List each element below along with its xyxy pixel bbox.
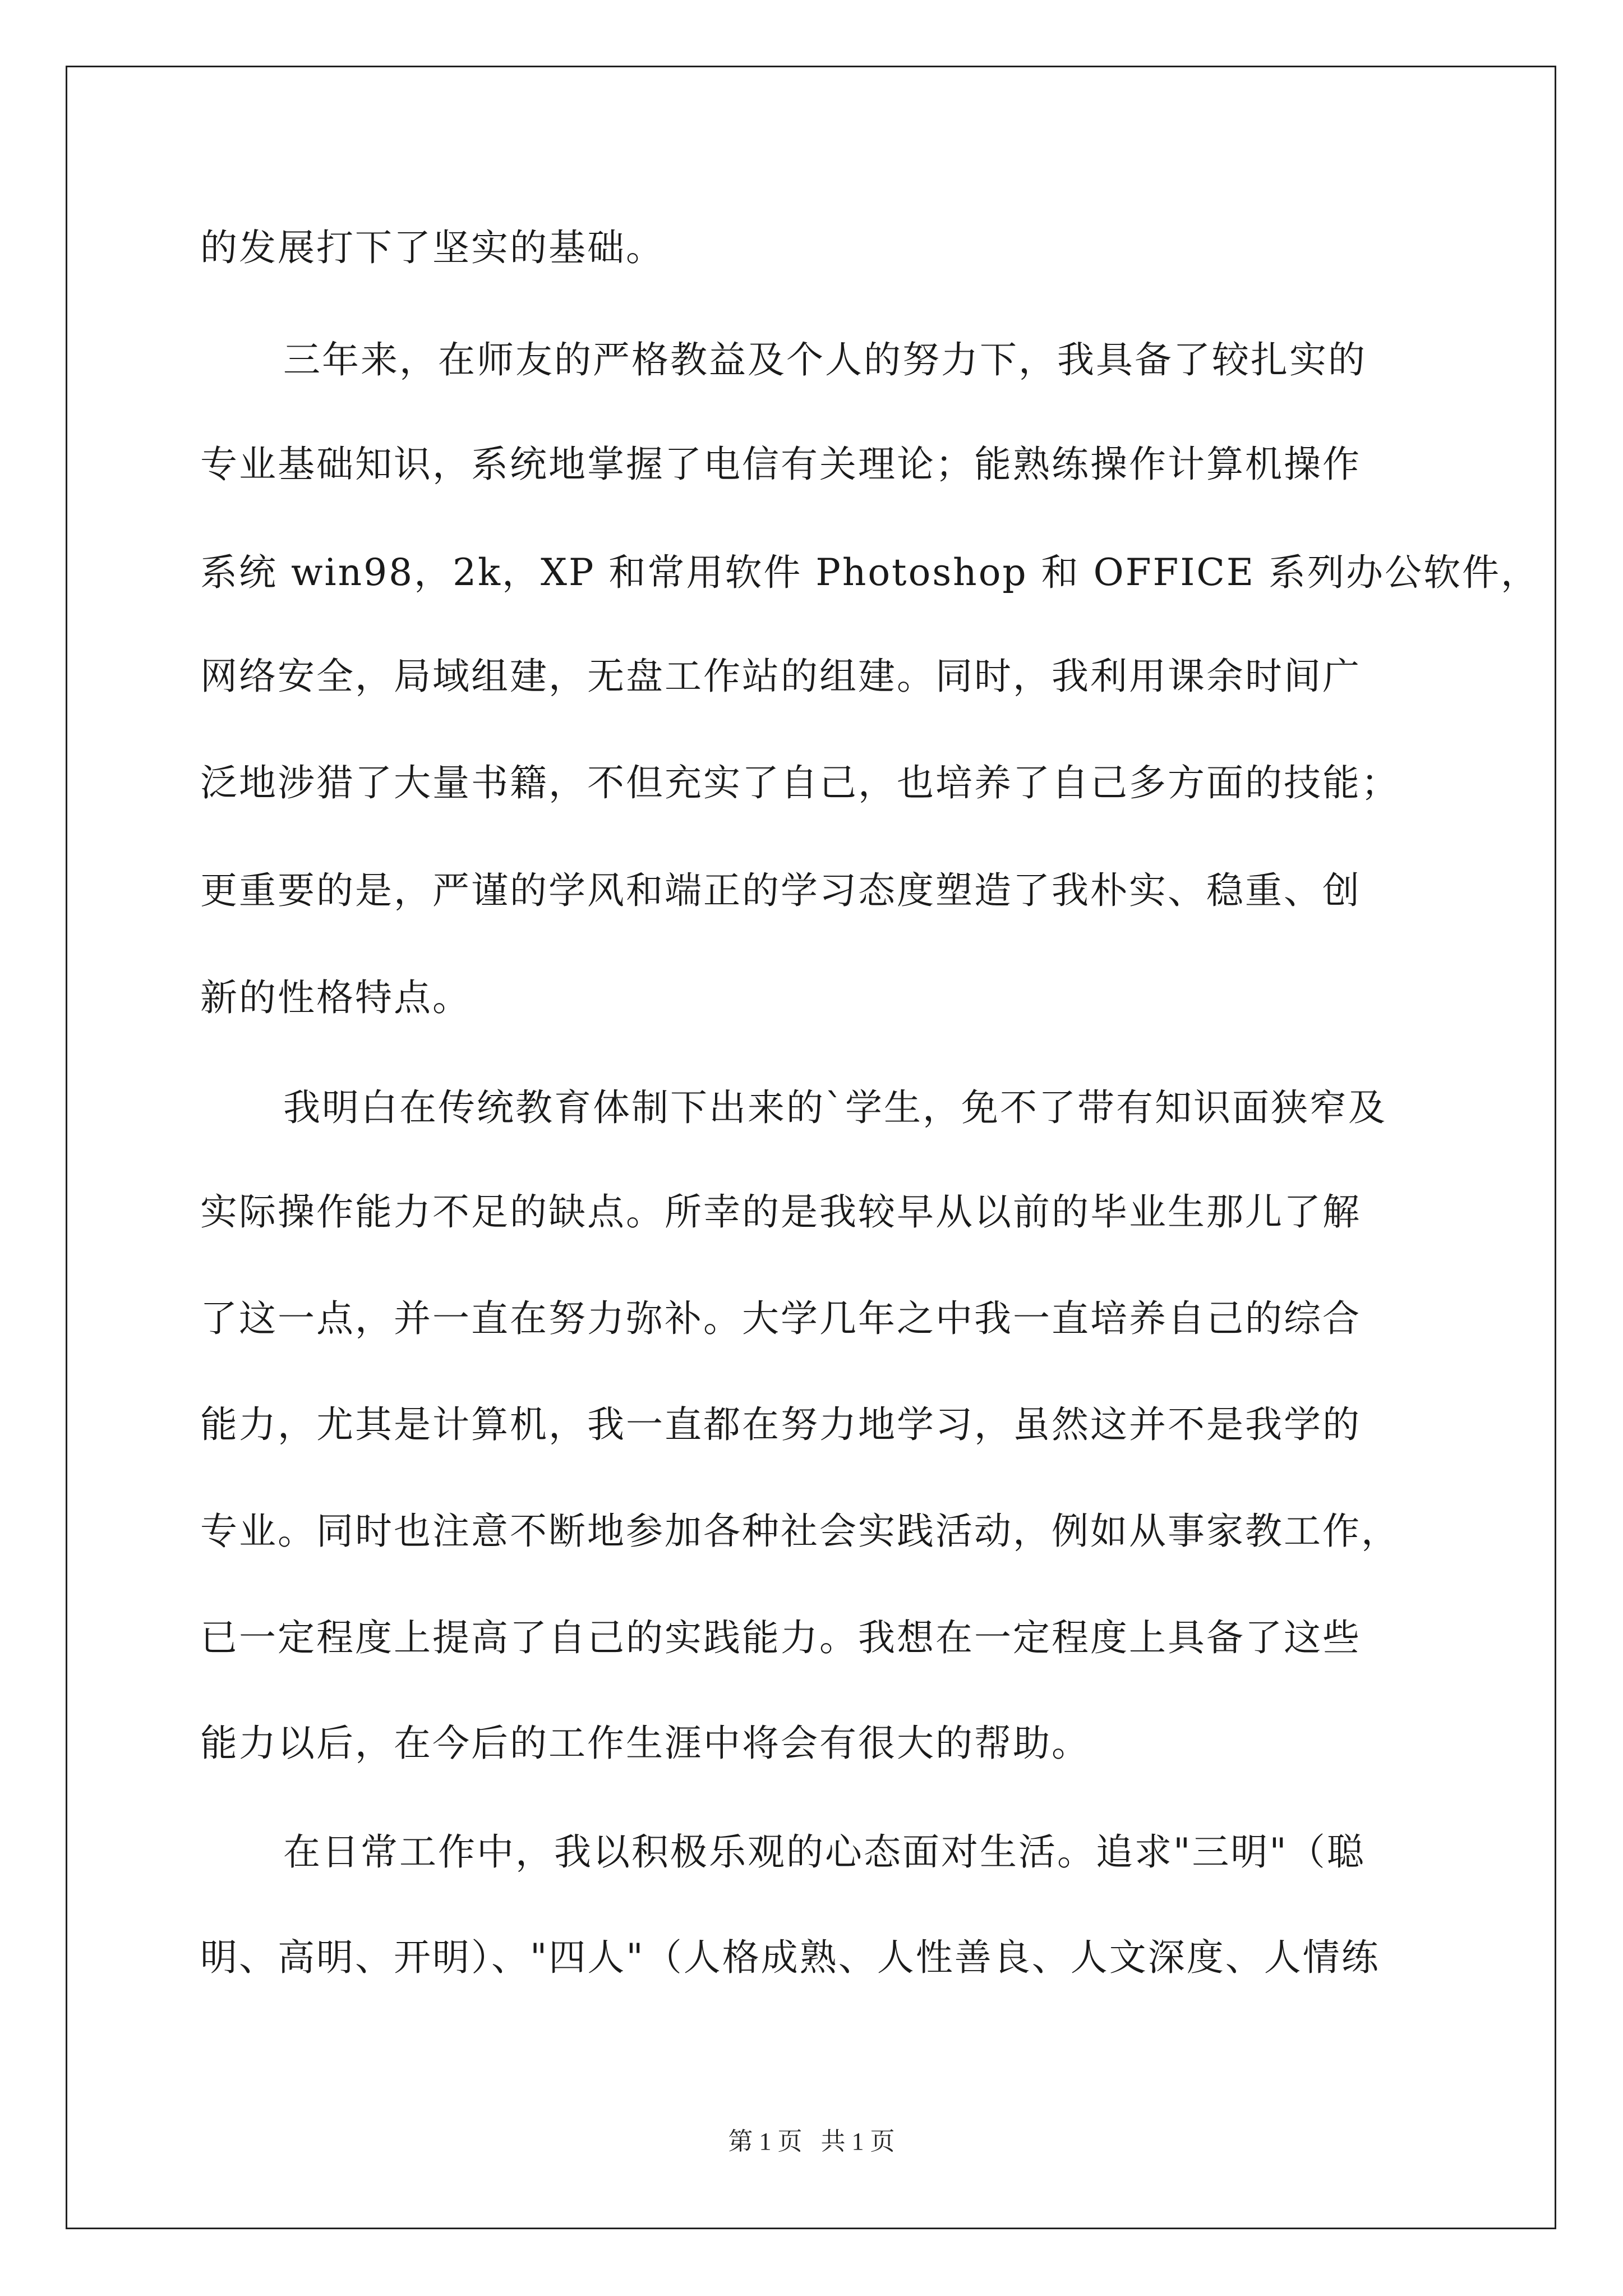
body-line-9: 我明白在传统教育体制下出来的`学生，免不了带有知识面狭窄及 (283, 1086, 1387, 1129)
body-line-12: 能力，尤其是计算机，我一直都在努力地学习，虽然这并不是我学的 (200, 1403, 1361, 1446)
body-line-2: 三年来，在师友的严格教益及个人的努力下，我具备了较扎实的 (283, 338, 1367, 381)
body-line-10: 实际操作能力不足的缺点。所幸的是我较早从以前的毕业生那儿了解 (200, 1190, 1361, 1234)
page-number-label: 第 1 页 (728, 2128, 803, 2155)
page-total-label: 共 1 页 (820, 2128, 895, 2155)
body-line-16: 在日常工作中，我以积极乐观的心态面对生活。追求"三明"（聪 (283, 1830, 1366, 1874)
body-line-4: 系统 win98，2k，XP 和常用软件 Photoshop 和 OFFICE 系列办公软件， (200, 551, 1540, 594)
body-line-8: 新的性格特点。 (200, 976, 471, 1019)
body-line-13: 专业。同时也注意不断地参加各种社会实践活动，例如从事家教工作， (200, 1510, 1400, 1553)
body-line-1: 的发展打下了坚实的基础。 (200, 226, 665, 269)
body-line-15: 能力以后，在今后的工作生涯中将会有很大的帮助。 (200, 1722, 1090, 1765)
body-line-6: 泛地涉猎了大量书籍，不但充实了自己，也培养了自己多方面的技能； (200, 761, 1400, 804)
page-border (66, 66, 1556, 2229)
body-line-17: 明、高明、开明）、"四人"（人格成熟、人性善良、人文深度、人情练 (200, 1936, 1380, 1979)
body-line-3: 专业基础知识，系统地掌握了电信有关理论；能熟练操作计算机操作 (200, 443, 1361, 486)
page-footer (0, 2126, 1623, 2157)
footer-spacer (803, 2128, 821, 2155)
body-line-7: 更重要的是，严谨的学风和端正的学习态度塑造了我朴实、稳重、创 (200, 869, 1361, 912)
body-line-11: 了这一点，并一直在努力弥补。大学几年之中我一直培养自己的综合 (200, 1297, 1361, 1340)
body-line-14: 已一定程度上提高了自己的实践能力。我想在一定程度上具备了这些 (200, 1616, 1361, 1659)
body-line-5: 网络安全，局域组建，无盘工作站的组建。同时，我利用课余时间广 (200, 655, 1361, 698)
